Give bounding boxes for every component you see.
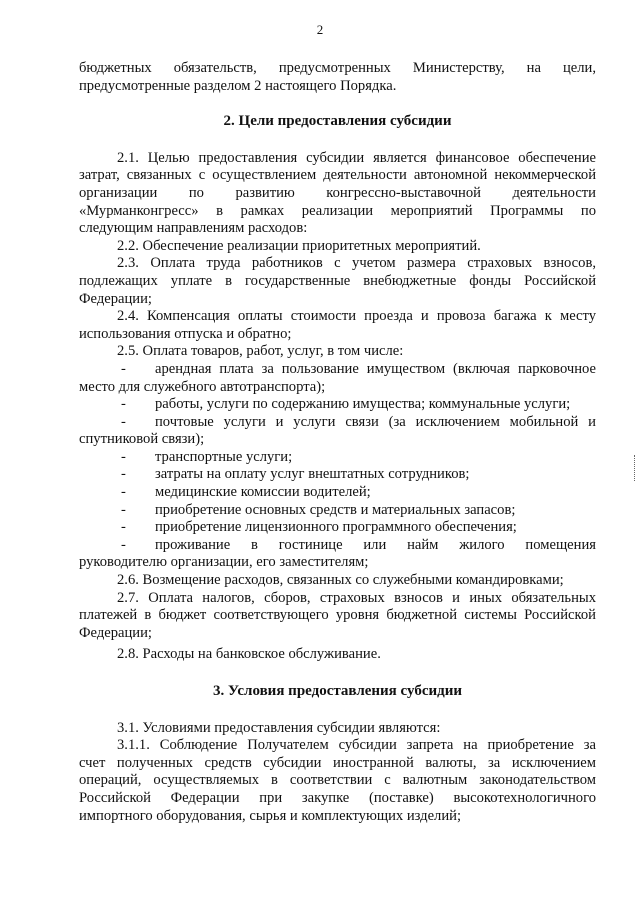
list-dash: -: [121, 484, 126, 501]
list-item-continuation: место для служебного автотранспорта);: [79, 378, 326, 395]
paragraph-2-5: 2.5. Оплата товаров, работ, услуг, в том числе:: [117, 343, 404, 360]
list-item-text: приобретение основных средств и материальных запасов;: [155, 501, 516, 518]
list-item-text: работы, услуги по содержанию имущества; коммунальные услуги;: [155, 396, 571, 413]
paragraph-2-3: [79, 255, 596, 308]
section-2-title: 2. Цели предоставления субсидии: [223, 113, 452, 130]
document-body: [79, 60, 596, 825]
paragraph-2-4: [79, 308, 596, 343]
list-item-text: приобретение лицензионного программного обеспечения;: [155, 519, 517, 536]
list-dash: -: [121, 396, 126, 413]
paragraph-line: Федерации;: [79, 624, 152, 641]
list-item-continuation: руководителю организации, его заместителям;: [79, 554, 369, 571]
list-item: [79, 396, 596, 414]
list-item: [79, 466, 596, 484]
paragraph-line: следующим направлениям расходов:: [79, 220, 308, 237]
list-item: [79, 502, 596, 520]
list-item-text: затраты на оплату услуг внештатных сотрудников;: [155, 466, 470, 483]
list-dash: -: [121, 466, 126, 483]
paragraph-line: Федерации;: [79, 290, 152, 307]
list-item: [79, 414, 596, 432]
list-item-text: медицинские комиссии водителей;: [155, 484, 371, 501]
list-item-continuation: спутниковой связи);: [79, 431, 205, 448]
paragraph-2-6: 2.6. Возмещение расходов, связанных со служебными командировками;: [117, 572, 564, 589]
list-item-text: проживание в гостинице или найм жилого помещения: [155, 536, 596, 553]
paragraph-line: счет полученных средств субсидии иностранной валюты, за исключением: [79, 754, 596, 771]
paragraph-line: Российской Федерации при закупке (поставке) высокотехнологичного: [79, 789, 596, 806]
paragraph-line: 3.1.1. Соблюдение Получателем субсидии запрета на приобретение за: [117, 737, 596, 754]
paragraph-line: операций, осуществляемых в соответствии с валютным законодательством: [79, 772, 596, 789]
list-item: [79, 537, 596, 555]
list-item: [79, 361, 596, 379]
paragraph-line: 2.3. Оплата труда работников с учетом размера страховых взносов,: [117, 255, 596, 272]
list-dash: -: [121, 448, 126, 465]
list-dash: -: [121, 536, 126, 553]
paragraph-2-2: 2.2. Обеспечение реализации приоритетных мероприятий.: [117, 237, 481, 254]
paragraph-2-7: [79, 590, 596, 643]
page-number: 2: [316, 22, 324, 37]
paragraph-line: «Мурманконгресс» в рамках реализации мероприятий Программы по: [79, 202, 596, 219]
intro-line-2: предусмотренные разделом 2 настоящего Порядка.: [79, 77, 397, 94]
list-item-text: почтовые услуги и услуги связи (за исключением мобильной и: [155, 413, 596, 430]
paragraph-3-1: 3.1. Условиями предоставления субсидии являются:: [117, 719, 441, 736]
intro-line-1: бюджетных обязательств, предусмотренных Министерству, на цели,: [79, 60, 596, 76]
list-dash: -: [121, 501, 126, 518]
paragraph-line: импортного оборудования, сырья и комплектующих изделий;: [79, 807, 462, 824]
list-dash: -: [121, 519, 126, 536]
list-dash: -: [121, 360, 126, 377]
list-item: [79, 484, 596, 502]
paragraph-line: 2.7. Оплата налогов, сборов, страховых взносов и иных обязательных: [117, 589, 596, 606]
paragraph-line: 2.4. Компенсация оплаты стоимости проезда и провоза багажа к месту: [117, 308, 596, 325]
expense-list: [79, 361, 596, 572]
list-item-text: транспортные услуги;: [155, 448, 293, 465]
list-dash: -: [121, 413, 126, 430]
section-3-title: 3. Условия предоставления субсидии: [212, 683, 462, 699]
paragraph-line: затрат, связанных с осуществлением деятельности автономной некоммерческой: [79, 167, 596, 184]
list-item-text: арендная плата за пользование имуществом (включая парковочное: [155, 360, 596, 377]
list-item: [79, 519, 596, 537]
paragraph-2-8: 2.8. Расходы на банковское обслуживание.: [117, 646, 381, 663]
paragraph-line: подлежащих уплате в государственные внебюджетные фонды Российской: [79, 272, 596, 289]
paragraph-2-1: [79, 150, 596, 238]
paragraph-line: платежей в бюджет соответствующего уровня бюджетной системы Российской: [79, 607, 596, 624]
paragraph-line: использования отпуска и обратно;: [79, 325, 292, 342]
scan-artifact-mark: [634, 455, 637, 481]
paragraph-line: 2.1. Целью предоставления субсидии является финансовое обеспечение: [117, 149, 596, 166]
paragraph-3-1-1: [79, 737, 596, 825]
paragraph-line: организации по развитию конгрессно-выставочной деятельности: [79, 184, 596, 201]
list-item: [79, 449, 596, 467]
